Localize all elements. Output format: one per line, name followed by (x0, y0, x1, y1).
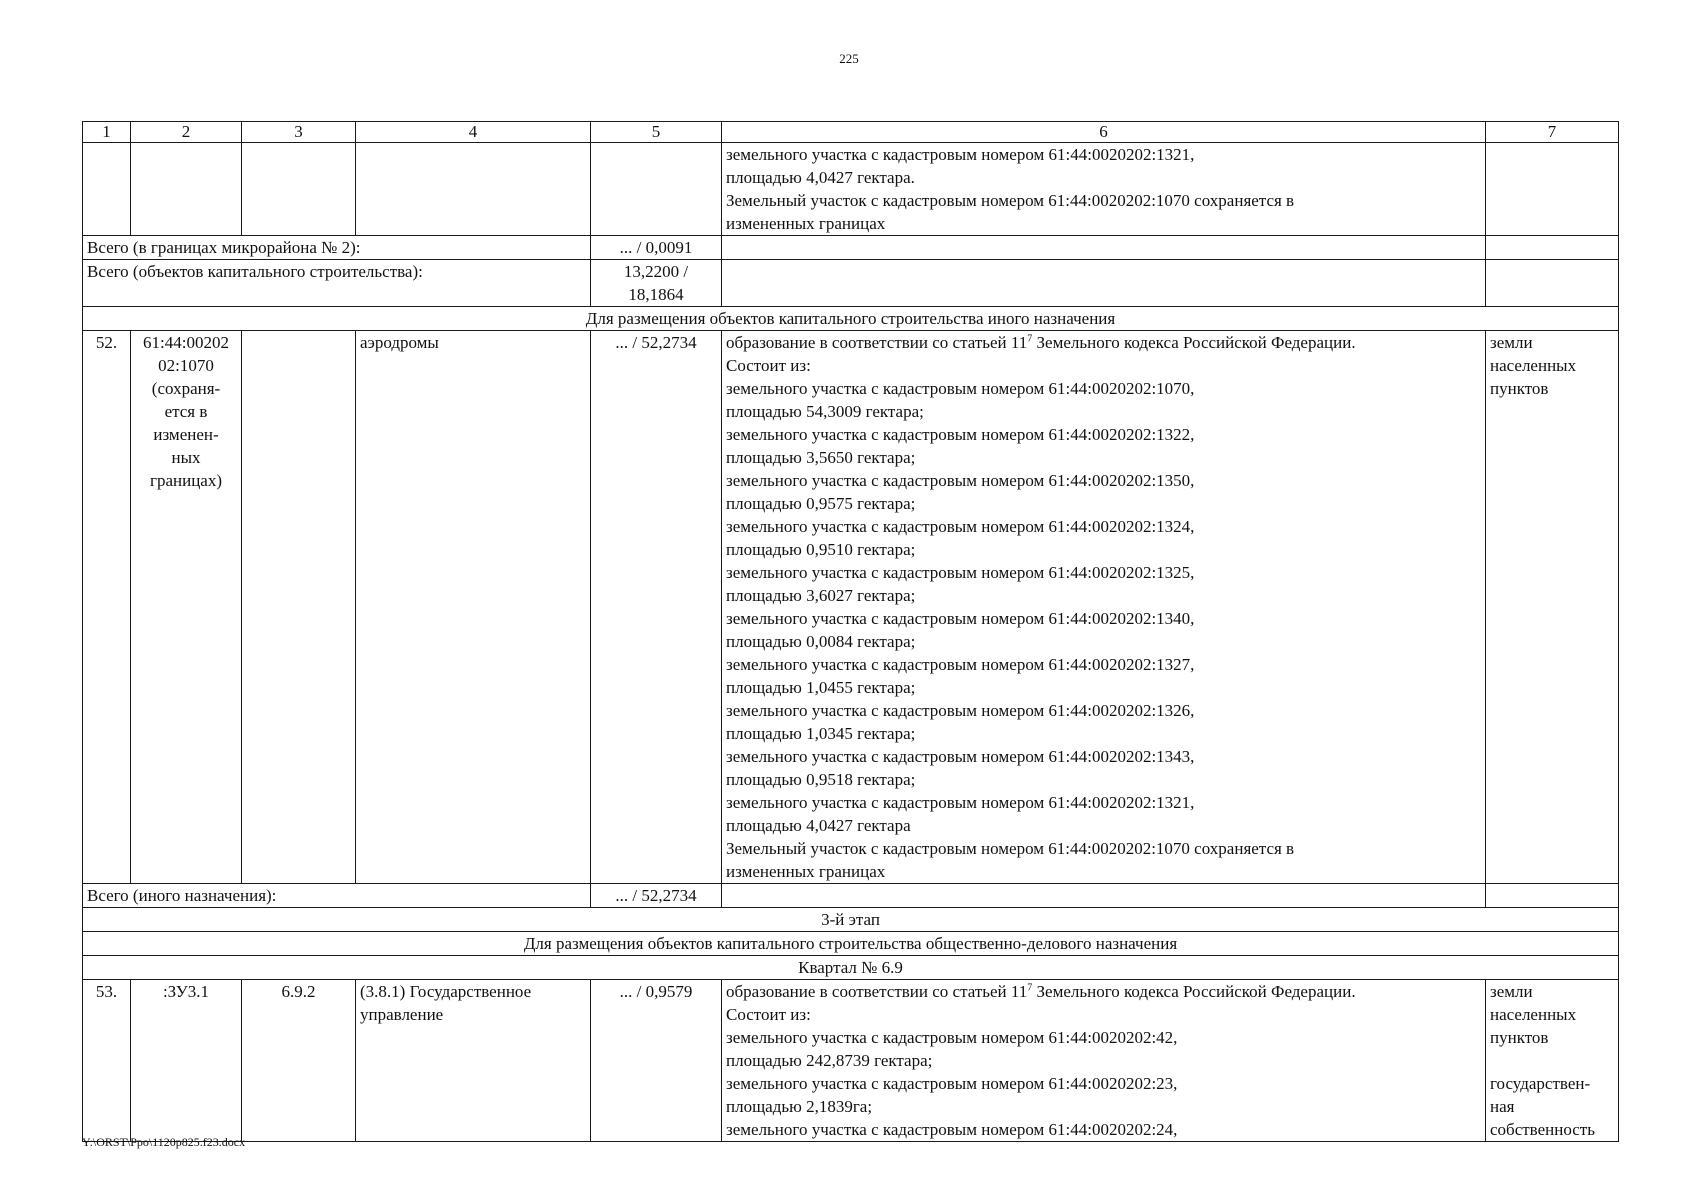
cell-empty (722, 884, 1486, 908)
description-line: площадью 0,0084 гектара; (726, 632, 916, 651)
section-heading-row (83, 307, 1619, 331)
description-text: образование в соответствии со статьей 11 (726, 333, 1028, 352)
cell-empty (1486, 143, 1619, 236)
description-line: площадью 1,0345 гектара; (726, 724, 916, 743)
total-other-row (83, 884, 1619, 908)
footer-file-path: Y:\ORST\Ppo\1120p825.f23.docx (82, 1135, 246, 1149)
description-line: земельного участка с кадастровым номером 61:44:0020202:1327, (726, 655, 1195, 674)
description-line: Земельный участок с кадастровым номером 61:44:0020202:1070 сохраняется в (726, 839, 1295, 858)
section-heading-public: Для размещения объектов капитального строительства общественно-делового назначения (83, 932, 1619, 956)
description-line: земельного участка с кадастровым номером 61:44:0020202:1322, (726, 425, 1195, 444)
description-line: земельного участка с кадастровым номером 61:44:0020202:1321, (726, 145, 1195, 164)
column-header-6: 6 (722, 122, 1486, 143)
plot-area: ... / 52,2734 (591, 331, 722, 884)
total-microdistrict-label: Всего (в границах микрорайона № 2): (83, 236, 591, 260)
column-header-1: 1 (83, 122, 131, 143)
description-line: земельного участка с кадастровым номером 61:44:0020202:1343, (726, 747, 1195, 766)
cadastral-number-line: ных (171, 448, 201, 467)
land-category-line: пунктов (1490, 379, 1549, 398)
total-capital-label: Всего (объектов капитального строительства): (83, 260, 591, 307)
block-heading: Квартал № 6.9 (83, 956, 1619, 980)
cadastral-number-line: 61:44:00202 (143, 333, 229, 352)
cadastral-number-cell: :ЗУ3.1 (131, 980, 242, 1142)
description-text: Земельного кодекса Российской Федерации. (1032, 333, 1356, 352)
description-line: площадью 242,8739 гектара; (726, 1051, 933, 1070)
total-other-area: ... / 52,2734 (591, 884, 722, 908)
description-line: измененных границах (726, 862, 886, 881)
land-category (1486, 331, 1619, 884)
total-other-label: Всего (иного назначения): (83, 884, 591, 908)
total-capital-row (83, 260, 1619, 307)
description-line: земельного участка с кадастровым номером 61:44:0020202:1350, (726, 471, 1195, 490)
ownership-line: ная (1490, 1097, 1515, 1116)
permitted-use (356, 980, 591, 1142)
page-number: 225 (839, 51, 859, 66)
cell-empty (591, 143, 722, 236)
zone-code (242, 331, 356, 884)
description-line: площадью 0,9518 гектара; (726, 770, 916, 789)
permitted-use: аэродромы (356, 331, 591, 884)
description-line: измененных границах (726, 214, 886, 233)
column-header-5: 5 (591, 122, 722, 143)
cadastral-number-line: границах) (149, 471, 223, 490)
land-category-line: населенных (1490, 356, 1577, 375)
cell-empty (83, 143, 131, 236)
total-capital-area-line: 18,1864 (628, 285, 684, 304)
table-row-52 (83, 331, 1619, 884)
description-line (726, 331, 1481, 354)
continuation-description (722, 143, 1486, 236)
description-line: земельного участка с кадастровым номером 61:44:0020202:1326, (726, 701, 1195, 720)
section-heading-other-purpose: Для размещения объектов капитального строительства иного назначения (83, 307, 1619, 331)
continuation-row (83, 143, 1619, 236)
section-heading-row (83, 932, 1619, 956)
land-category-line: населенных (1490, 1005, 1577, 1024)
article-superscript: 7 (1027, 333, 1033, 345)
total-microdistrict-row (83, 236, 1619, 260)
description-line: площадью 4,0427 гектара. (726, 168, 915, 187)
column-header-3: 3 (242, 122, 356, 143)
column-header-row (83, 122, 1619, 143)
cadastral-number-line: изменен- (153, 425, 219, 444)
description-line: площадью 3,6027 гектара; (726, 586, 916, 605)
description-line: земельного участка с кадастровым номером 61:44:0020202:23, (726, 1074, 1178, 1093)
description-line: Земельный участок с кадастровым номером 61:44:0020202:1070 сохраняется в (726, 191, 1295, 210)
description-text: образование в соответствии со статьей 11 (726, 982, 1028, 1001)
ownership-line: государствен- (1490, 1074, 1591, 1093)
zone-code: 6.9.2 (242, 980, 356, 1142)
column-header-7: 7 (1486, 122, 1619, 143)
description-text: Земельного кодекса Российской Федерации. (1032, 982, 1356, 1001)
description-line: площадью 0,9510 гектара; (726, 540, 916, 559)
cell-empty (242, 143, 356, 236)
column-header-2: 2 (131, 122, 242, 143)
description-line: земельного участка с кадастровым номером 61:44:0020202:1340, (726, 609, 1195, 628)
description-line: земельного участка с кадастровым номером 61:44:0020202:1324, (726, 517, 1195, 536)
description-line: площадью 54,3009 гектара; (726, 402, 924, 421)
formation-description (722, 980, 1486, 1142)
description-line (726, 980, 1481, 1003)
total-capital-area (591, 260, 722, 307)
cell-empty (1486, 260, 1619, 307)
description-line: площадью 0,9575 гектара; (726, 494, 916, 513)
land-category-line: земли (1490, 333, 1533, 352)
stage-heading-row (83, 908, 1619, 932)
stage-heading: 3-й этап (83, 908, 1619, 932)
permitted-use-text: (3.8.1) Государственное управление (360, 982, 532, 1024)
total-microdistrict-area: ... / 0,0091 (591, 236, 722, 260)
cadastral-number-line: ется в (164, 402, 208, 421)
block-heading-row (83, 956, 1619, 980)
cell-empty (722, 260, 1486, 307)
article-superscript: 7 (1027, 982, 1033, 994)
cell-empty (131, 143, 242, 236)
cadastral-number-cell (131, 331, 242, 884)
description-line: площадью 4,0427 гектара (726, 816, 911, 835)
land-category-line: земли (1490, 982, 1533, 1001)
formation-description (722, 331, 1486, 884)
description-line: площадью 1,0455 гектара; (726, 678, 916, 697)
description-line: земельного участка с кадастровым номером 61:44:0020202:42, (726, 1028, 1178, 1047)
row-number: 52. (83, 331, 131, 884)
column-header-4: 4 (356, 122, 591, 143)
row-number: 53. (83, 980, 131, 1142)
table-row-53 (83, 980, 1619, 1142)
cell-empty (722, 236, 1486, 260)
plot-area: ... / 0,9579 (591, 980, 722, 1142)
description-line: площадью 2,1839га; (726, 1097, 873, 1116)
description-line: земельного участка с кадастровым номером 61:44:0020202:1321, (726, 793, 1195, 812)
land-plots-table (82, 121, 1619, 1142)
total-capital-area-line: 13,2200 / (623, 262, 689, 281)
description-line: земельного участка с кадастровым номером 61:44:0020202:1325, (726, 563, 1195, 582)
ownership-line: собственность (1490, 1120, 1595, 1139)
cell-empty (356, 143, 591, 236)
cadastral-number-line: 02:1070 (158, 356, 214, 375)
land-category (1486, 980, 1619, 1142)
land-category-line: пунктов (1490, 1028, 1549, 1047)
description-line: площадью 3,5650 гектара; (726, 448, 916, 467)
spacer (1490, 1049, 1614, 1072)
cell-empty (1486, 236, 1619, 260)
cell-empty (1486, 884, 1619, 908)
cadastral-number-line: (сохраня- (151, 379, 221, 398)
description-line: земельного участка с кадастровым номером 61:44:0020202:24, (726, 1120, 1178, 1139)
description-line: Состоит из: (726, 356, 811, 375)
description-line: Состоит из: (726, 1005, 811, 1024)
description-line: земельного участка с кадастровым номером 61:44:0020202:1070, (726, 379, 1195, 398)
